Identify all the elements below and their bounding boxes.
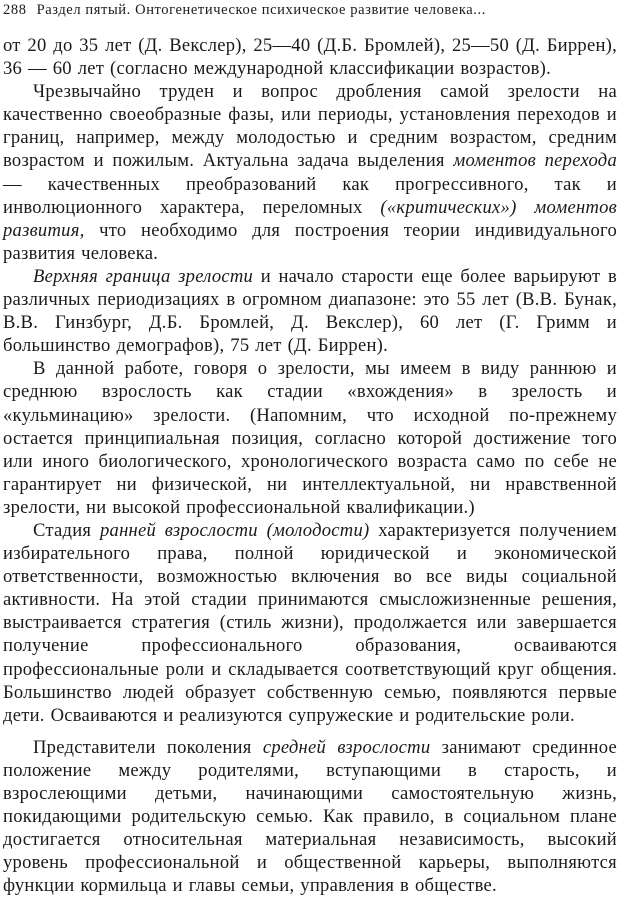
paragraph-early-adulthood [3, 519, 617, 727]
text-run: занимают срединное положение между родителями, вступающими в старость, и взрослеющими детьми, начинающими самостоятельную жизнь, покидающими родительскую семью. Как правило, в социальном плане достигается относительная материальная независимость, высокий уровень профессиональной и общественной карьеры, выполняются функции кормильца и главы семьи, управления в обществе. [3, 736, 617, 897]
running-title: Раздел пятый. Онтогенетическое психическое развитие человека... [36, 2, 486, 18]
page-number: 288 [3, 2, 27, 18]
body-text [3, 34, 617, 897]
text-run: характеризуется получением избирательного права, полной юридической и экономической ответственности, возможностью включения во все виды социальной активности. На этой стадии принимаются смысложизненные решения, выстраивается стратегия (стиль жизни), продолжается или завершается получение профессионального образования, осваиваются профессиональные роли и складывается соответствующий круг общения. Большинство людей образует собственную семью, появляются первые дети. Осваиваются и реализуются супружеские и родительские роли. [3, 519, 617, 726]
paragraph-middle-adulthood [3, 736, 617, 898]
paragraph-upper-boundary [3, 265, 617, 357]
paragraph-early-middle-adulthood [3, 357, 617, 519]
text-run: Представители поколения [33, 736, 263, 758]
italic-term: Верхняя граница зрелости [33, 265, 254, 287]
text-run: от 20 до 35 лет (Д. Векслер), 25—40 (Д.Б. Бромлей), 25—50 (Д. Биррен), 36 — 60 лет (согласно международной классификации возрастов). [3, 35, 617, 80]
text-run: — качественных преобразований как прогрессивного, так и инволюционного характера, переломных [3, 173, 617, 218]
italic-term: («критических») моментов развития, [3, 196, 617, 241]
text-run: Стадия [33, 519, 100, 541]
paragraph-continuation [3, 34, 617, 80]
italic-term: ранней взрослости (молодости) [99, 519, 370, 541]
text-run: Чрезвычайно труден и вопрос дробления самой зрелости на качественно своеобразные фазы, или периоды, установления переходов и границ, например, между молодостью и средним возрастом, средним возрастом и пожилым. Актуальна задача выделения [3, 81, 617, 172]
text-run: что необходимо для построения теории индивидуального развития человека. [3, 219, 617, 264]
paragraph-maturity-phases [3, 80, 617, 265]
italic-term: средней взрослости [262, 736, 431, 758]
text-run: В данной работе, говоря о зрелости, мы имеем в виду раннюю и среднюю взрослость как стадии «вхождения» в зрелость и «кульминацию» зрелости. (Напомним, что исходной по-прежнему остается принципиальная позиция, согласно которой достижение того или иного биологического, хронологического возраста само по себе не гарантирует ни физической, ни интеллектуальной, ни нравственной зрелости, ни высокой профессиональной квалификации.) [3, 358, 617, 518]
italic-term: моментов перехода [453, 150, 617, 172]
text-run: и начало старости еще более варьируют в различных периодизациях в огромном диапазоне: это 55 лет (В.В. Бунак, В.В. Гинзбург, Д.Б. Бромлей, Д. Векслер), 60 лет (Г. Гримм и большинство демографов), 75 лет (Д. Биррен). [3, 265, 617, 357]
running-header [3, 0, 617, 20]
